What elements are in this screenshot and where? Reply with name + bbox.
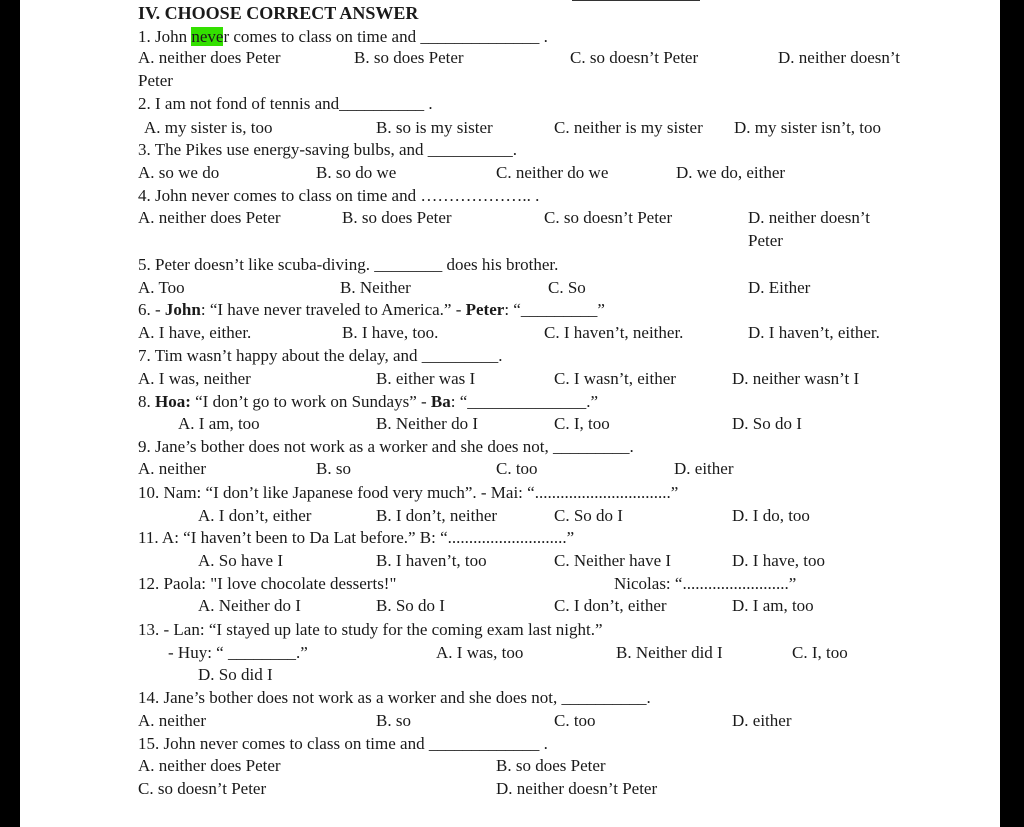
question-3-stem: 3. The Pikes use energy-saving bulbs, and __________. (138, 140, 517, 159)
q15-option-b: B. so does Peter (496, 756, 606, 775)
q13-option-b: B. Neither did I (616, 643, 723, 662)
q11-option-d: D. I have, too (732, 551, 826, 570)
q6-option-d: D. I haven’t, either. (748, 323, 880, 342)
q15-option-a: A. neither does Peter (138, 756, 281, 775)
q5-option-d: D. Either (748, 278, 811, 297)
question-9-stem: 9. Jane’s bother does not work as a worker and she does not, _________. (138, 437, 634, 456)
question-1-stem (138, 27, 548, 47)
question-2-stem: 2. I am not fond of tennis and__________ . (138, 94, 433, 113)
q4-option-d-cont: Peter (748, 231, 783, 250)
question-10-stem: 10. Nam: “I don’t like Japanese food very much”. - Mai: “................................” (138, 483, 679, 502)
q10-option-a: A. I don’t, either (198, 506, 312, 525)
worksheet-page (20, 0, 1000, 827)
q14-option-d: D. either (732, 711, 792, 730)
q3-option-d: D. we do, either (676, 163, 786, 182)
q12-option-a: A. Neither do I (198, 596, 301, 615)
q6-option-b: B. I have, too. (342, 323, 439, 342)
q5-option-c: C. So (548, 278, 586, 297)
q8-stem-middle: “I don’t go to work on Sundays” - (190, 392, 431, 411)
q1-option-c: C. so doesn’t Peter (570, 48, 699, 67)
q1-stem-start: 1. John (138, 27, 192, 46)
question-12-response: Nicolas: “.........................” (614, 574, 797, 593)
q13-option-d: D. So did I (198, 665, 273, 684)
q3-option-b: B. so do we (316, 163, 397, 182)
q7-option-c: C. I wasn’t, either (554, 369, 676, 388)
q9-option-d: D. either (674, 459, 734, 478)
q6-stem-end: : “_________” (504, 300, 605, 319)
q1-option-a: A. neither does Peter (138, 48, 281, 67)
q12-option-c: C. I don’t, either (554, 596, 667, 615)
q14-option-c: C. too (554, 711, 596, 730)
q15-option-d: D. neither doesn’t Peter (496, 779, 658, 798)
q4-option-c: C. so doesn’t Peter (544, 208, 673, 227)
q7-option-d: D. neither wasn’t I (732, 369, 860, 388)
q4-option-a: A. neither does Peter (138, 208, 281, 227)
question-13-stem: 13. - Lan: “I stayed up late to study for the coming exam last night.” (138, 620, 603, 639)
q1-option-d: D. neither doesn’t (778, 48, 900, 67)
q13-option-a: A. I was, too (436, 643, 524, 662)
question-12-stem: 12. Paola: "I love chocolate desserts!" (138, 574, 397, 593)
speaker-name: Peter (465, 300, 505, 319)
q13-option-c: C. I, too (792, 643, 848, 662)
q11-option-c: C. Neither have I (554, 551, 672, 570)
q6-stem-middle: : “I have never traveled to America.” - (200, 300, 466, 319)
q2-option-a: A. my sister is, too (144, 118, 273, 137)
q8-option-a: A. I am, too (178, 414, 260, 433)
q1-stem-end: r comes to class on time and ______________ . (223, 27, 548, 46)
q12-option-b: B. So do I (376, 596, 445, 615)
section-heading: IV. CHOOSE CORRECT ANSWER (138, 3, 419, 23)
q2-option-b: B. so is my sister (376, 118, 493, 137)
q14-option-a: A. neither (138, 711, 206, 730)
q10-option-d: D. I do, too (732, 506, 810, 525)
q15-option-c: C. so doesn’t Peter (138, 779, 267, 798)
q2-option-c: C. neither is my sister (554, 118, 703, 137)
question-15-stem: 15. John never comes to class on time and _____________ . (138, 734, 548, 753)
question-7-stem: 7. Tim wasn’t happy about the delay, and _________. (138, 346, 503, 365)
q9-option-c: C. too (496, 459, 538, 478)
q10-option-c: C. So do I (554, 506, 623, 525)
q8-option-b: B. Neither do I (376, 414, 478, 433)
q8-stem-start: 8. (138, 392, 155, 411)
q4-option-b: B. so does Peter (342, 208, 452, 227)
q9-option-b: B. so (316, 459, 351, 478)
question-4-stem: 4. John never comes to class on time and ……………….. . (138, 186, 540, 205)
question-5-stem: 5. Peter doesn’t like scuba-diving. ________ does his brother. (138, 255, 559, 274)
q2-option-d: D. my sister isn’t, too (734, 118, 882, 137)
q5-option-a: A. Too (138, 278, 185, 297)
question-14-stem: 14. Jane’s bother does not work as a worker and she does not, __________. (138, 688, 651, 707)
q7-option-b: B. either was I (376, 369, 476, 388)
q6-stem-start: 6. - (138, 300, 165, 319)
q7-option-a: A. I was, neither (138, 369, 251, 388)
q3-option-a: A. so we do (138, 163, 220, 182)
question-6-stem (138, 300, 605, 320)
speaker-name: Hoa: (155, 392, 191, 411)
top-rule (572, 0, 700, 1)
question-13-response: - Huy: “ ________.” (168, 643, 308, 662)
q10-option-b: B. I don’t, neither (376, 506, 498, 525)
q9-option-a: A. neither (138, 459, 206, 478)
speaker-name: John (164, 300, 201, 319)
q11-option-b: B. I haven’t, too (376, 551, 487, 570)
q8-option-d: D. So do I (732, 414, 802, 433)
highlighted-text: neve (191, 27, 224, 46)
speaker-name: Ba (430, 392, 451, 411)
q4-option-d: D. neither doesn’t (748, 208, 870, 227)
question-11-stem: 11. A: “I haven’t been to Da Lat before.” B: “............................” (138, 528, 575, 547)
q5-option-b: B. Neither (340, 278, 411, 297)
q14-option-b: B. so (376, 711, 411, 730)
q1-option-b: B. so does Peter (354, 48, 464, 67)
q12-option-d: D. I am, too (732, 596, 814, 615)
q6-option-c: C. I haven’t, neither. (544, 323, 684, 342)
q11-option-a: A. So have I (198, 551, 283, 570)
q6-option-a: A. I have, either. (138, 323, 252, 342)
q8-stem-end: : “______________.” (450, 392, 599, 411)
q8-option-c: C. I, too (554, 414, 610, 433)
question-8-stem (138, 392, 598, 412)
q3-option-c: C. neither do we (496, 163, 609, 182)
q1-option-d-cont: Peter (138, 71, 173, 90)
